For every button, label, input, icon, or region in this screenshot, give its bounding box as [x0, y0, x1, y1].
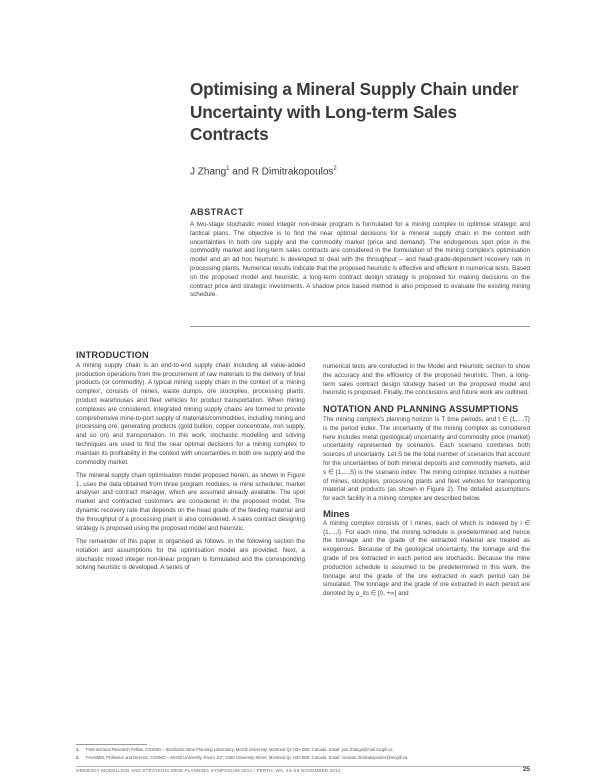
paper-title: Optimising a Mineral Supply Chain under Uncertainty with Long-term Sales Contracts: [190, 79, 519, 144]
abstract-text: A two-stage stochastic mixed integer non-linear program is formulated for a mining complex to optimise strategic and tactical plans. The objective is to find the near optimal decisions for a mineral supply chain in the context with uncertainties in both ore supply and the commodity market (price and demand). The endogenous spot price in the commodity market and long-term sales contracts are considered in the formulation of the mining complex's optimisation model and an ad hoc heuristic is developed to deal with the throughput – and head-grade-dependent recovery rate in processing plants. Numerical results indicate that the proposed heuristic is effective and efficient in numerical tests. Based on the proposed model and heuristic, a long-term contract design strategy is proposed for making decisions on the contract price and strategic investments. A shadow price based method is also proposed to evaluate the existing mining schedule.: [190, 221, 530, 299]
notation-heading: NOTATION AND PLANNING ASSUMPTIONS: [323, 404, 519, 415]
mines-paragraph: A mining complex consists of I mines, each of which is indexed by i ∈ {1,...,I}. For each mine, the mining schedule is predetermined and hence the tonnage and the grade of the extracted material are treated as exogenous. Because of the geological uncertainty, the tonnage and the grade of ore extracted in each period are stochastic. Because the mine production schedule is assumed to be predetermined in this work, the tonnage and the grade of the ore extracted in each period can be simulated. The tonnage and the grade of ore extracted in each period are denoted by α_its ∈ [0, +∞] and: [323, 519, 530, 598]
abstract-divider: [190, 326, 530, 327]
footnote-2: [76, 755, 530, 761]
author-1-mark: 1: [226, 166, 230, 172]
mines-heading: Mines: [323, 507, 350, 519]
footnote-2-number: 2.: [76, 755, 80, 760]
footnote-1-number: 1.: [76, 747, 80, 752]
running-footer: OREBODY MODELLING AND STRATEGIC MINE PLANNING SYMPOSIUM 2014 / PERTH, WA, 24–26 NOVEMBER 2014: [76, 768, 341, 773]
author-join: and R Dimitrakopoulos: [229, 166, 334, 178]
intro-paragraph-3: The remainder of this paper is organised as follows. In the following section the notation and assumptions for the optimisation model are provided. Next, a stochastic mixed integer non-linear program is formulated and the corresponding solving heuristic is developed. A series of: [76, 537, 305, 572]
introduction-heading: INTRODUCTION: [76, 350, 149, 360]
footer-divider: [76, 766, 530, 767]
page-number: 25: [522, 766, 530, 773]
authors: [190, 166, 337, 177]
footnote-divider: [76, 744, 147, 745]
column-left: [76, 351, 305, 578]
column-right: [323, 363, 530, 603]
author-1: J Zhang: [190, 166, 227, 178]
abstract-heading: ABSTRACT: [190, 207, 244, 217]
author-2-mark: 2: [333, 166, 337, 172]
col2-paragraph-0: numerical tests are conducted in the Model and Heuristic section to show the accuracy and the efficiency of the proposed heuristic. Then, a long-term sales contract design strategy based on the proposed model and heuristic is proposed. Finally, the conclusions and future work are outlined.: [323, 363, 530, 397]
notation-paragraph: The mining complex's planning horizon is T time periods, and t ∈ {1,...,T} is the period index. The uncertainty of the mining complex as considered here includes metal (geological) uncertainty and commodity price (market) uncertainty represented by scenarios. Each scenario combines both sources of uncertainty. Let S be the total number of scenarios that account for the uncertainties of both mineral deposits and commodity markets, and s ∈ {1,...,S} is the scenario index. The mining complex includes a number of mines, stockpiles, processing plants and fleet vehicles for transporting material and products (as shown in Figure 2). The detailed assumptions for each facility in a mining complex are described below.: [323, 415, 530, 503]
footnote-1-text: Post-doctoral Research Fellow, COSMO – Stochastic Mine Planning Laboratory, McGill University, Montreal Qc H3A 0E8, Canada. Email: jian.zhang4@mail.mcgill.ca: [86, 747, 393, 752]
footnote-2-text: FAusIMM, Professor and Director, COSMO – McGill University, Room 107, 3450 University Street, Montreal Qc H3A 0E8, Canada. Email: roussos.dimitrakopoulos@mcgill.ca: [86, 755, 408, 760]
footnote-1: [76, 747, 530, 753]
intro-paragraph-2: The mineral supply chain optimisation model proposed herein, as shown in Figure 1, uses the data obtained from three program modules, ie mine scheduler, market analyser and contract manager, which are assumed already available. The spot market and contracted customers are considered in the proposed model. The dynamic recovery rate that depends on the head grade of the feeding material and the throughput of a processing plant is also considered. A sales contract designing strategy is proposed using the proposed model and heuristic.: [76, 471, 305, 532]
intro-paragraph-1: A mining supply chain is an end-to-end supply chain including all value-added production operations from the procurement of raw materials to the delivery of final products (or commodity). A typical mining supply chain in the context of a 'mining complex', consists of mines, waste dumps, ore stockpiles, processing plants, product warehouses and fleet vehicles for product transportation. When mining complexes are considered, integrated mining supply chains are formed to provide comprehensive mine-to-port supply of materials/commodities, including mining and processing ore, generating products (gold bullion, copper concentrate, iron supply, and so on) and transportation. In this work, stochastic modelling and solving techniques are used to find the near optimal decisions for a mining complex to maintain its profitability in the context with uncertainties in both ore supply and the commodity market.: [76, 361, 305, 466]
